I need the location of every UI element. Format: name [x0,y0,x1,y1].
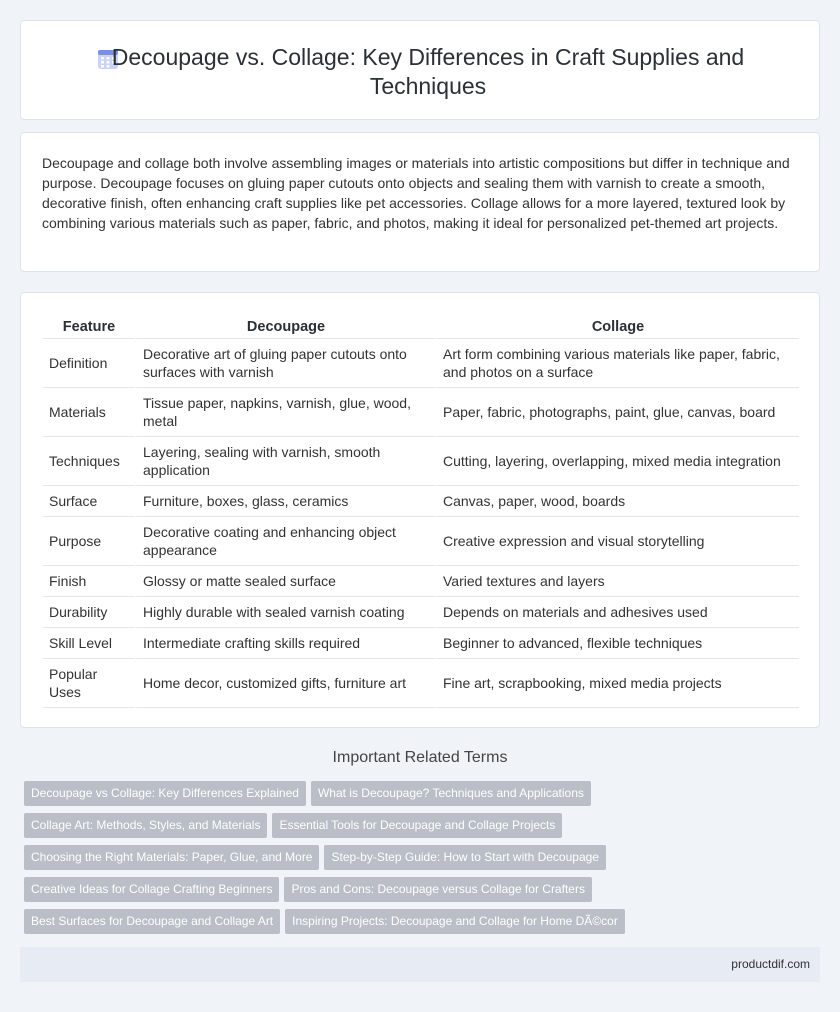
table-row [43,517,799,566]
table-row [43,597,799,628]
header-collage: Collage [435,315,799,339]
page-title: Decoupage vs. Collage: Key Differences in Craft Supplies and Techniques [111,44,745,99]
related-term-link[interactable]: Choosing the Right Materials: Paper, Glue, and More [24,845,319,870]
table-row [43,437,799,486]
feature-cell: Surface [43,486,135,517]
related-term-link[interactable]: Decoupage vs Collage: Key Differences Explained [24,781,306,806]
related-term-link[interactable]: Step-by-Step Guide: How to Start with Decoupage [324,845,605,870]
decoupage-cell: Layering, sealing with varnish, smooth application [135,437,435,486]
footer [20,947,820,982]
tag-row [24,877,824,909]
footer-site-name: productdif.com [731,957,810,971]
table-row [43,339,799,388]
tag-row [24,845,824,877]
related-term-link[interactable]: Inspiring Projects: Decoupage and Collage for Home DÃ©cor [285,909,625,934]
table-row [43,388,799,437]
header-feature: Feature [43,315,135,339]
tag-row [24,909,824,941]
intro-paragraph: Decoupage and collage both involve assembling images or materials into artistic compositions but differ in technique and purpose. Decoupage focuses on gluing paper cutouts onto objects and sealing them with varnish to create a smooth, decorative finish, often enhancing craft supplies like pet accessories. Collage allows for a more layered, textured look by combining various materials such as paper, fabric, and photos, making it ideal for personalized pet-themed art projects. [42,155,790,231]
related-term-link[interactable]: Best Surfaces for Decoupage and Collage Art [24,909,280,934]
related-terms-list [24,781,824,941]
decoupage-cell: Decorative art of gluing paper cutouts onto surfaces with varnish [135,339,435,388]
comparison-table-card [20,292,820,728]
table-row [43,628,799,659]
feature-cell: Durability [43,597,135,628]
decoupage-cell: Decorative coating and enhancing object appearance [135,517,435,566]
related-term-link[interactable]: Collage Art: Methods, Styles, and Materials [24,813,267,838]
related-term-link[interactable]: Essential Tools for Decoupage and Collage Projects [272,813,562,838]
related-term-link[interactable]: Pros and Cons: Decoupage versus Collage for Crafters [284,877,591,902]
decoupage-cell: Highly durable with sealed varnish coating [135,597,435,628]
collage-cell: Canvas, paper, wood, boards [435,486,799,517]
decoupage-cell: Furniture, boxes, glass, ceramics [135,486,435,517]
collage-cell: Creative expression and visual storytelling [435,517,799,566]
tag-row [24,781,824,813]
feature-cell: Definition [43,339,135,388]
feature-cell: Finish [43,566,135,597]
decoupage-cell: Home decor, customized gifts, furniture art [135,659,435,708]
feature-cell: Techniques [43,437,135,486]
decoupage-cell: Tissue paper, napkins, varnish, glue, wood, metal [135,388,435,437]
collage-cell: Depends on materials and adhesives used [435,597,799,628]
table-row [43,566,799,597]
related-term-link[interactable]: What is Decoupage? Techniques and Applications [311,781,591,806]
feature-cell: Skill Level [43,628,135,659]
related-terms-heading: Important Related Terms [332,749,508,766]
collage-cell: Paper, fabric, photographs, paint, glue, canvas, board [435,388,799,437]
collage-cell: Beginner to advanced, flexible techniques [435,628,799,659]
table-header-row [43,315,799,339]
header-card [20,20,820,120]
decoupage-cell: Intermediate crafting skills required [135,628,435,659]
collage-cell: Cutting, layering, overlapping, mixed media integration [435,437,799,486]
table-row [43,659,799,708]
collage-cell: Art form combining various materials like paper, fabric, and photos on a surface [435,339,799,388]
feature-cell: Materials [43,388,135,437]
feature-cell: Purpose [43,517,135,566]
related-term-link[interactable]: Creative Ideas for Collage Crafting Beginners [24,877,279,902]
collage-cell: Fine art, scrapbooking, mixed media projects [435,659,799,708]
decoupage-cell: Glossy or matte sealed surface [135,566,435,597]
tag-row [24,813,824,845]
comparison-table [43,315,799,708]
intro-card [20,132,820,272]
feature-cell: Popular Uses [43,659,135,708]
table-row [43,486,799,517]
header-decoupage: Decoupage [135,315,435,339]
collage-cell: Varied textures and layers [435,566,799,597]
